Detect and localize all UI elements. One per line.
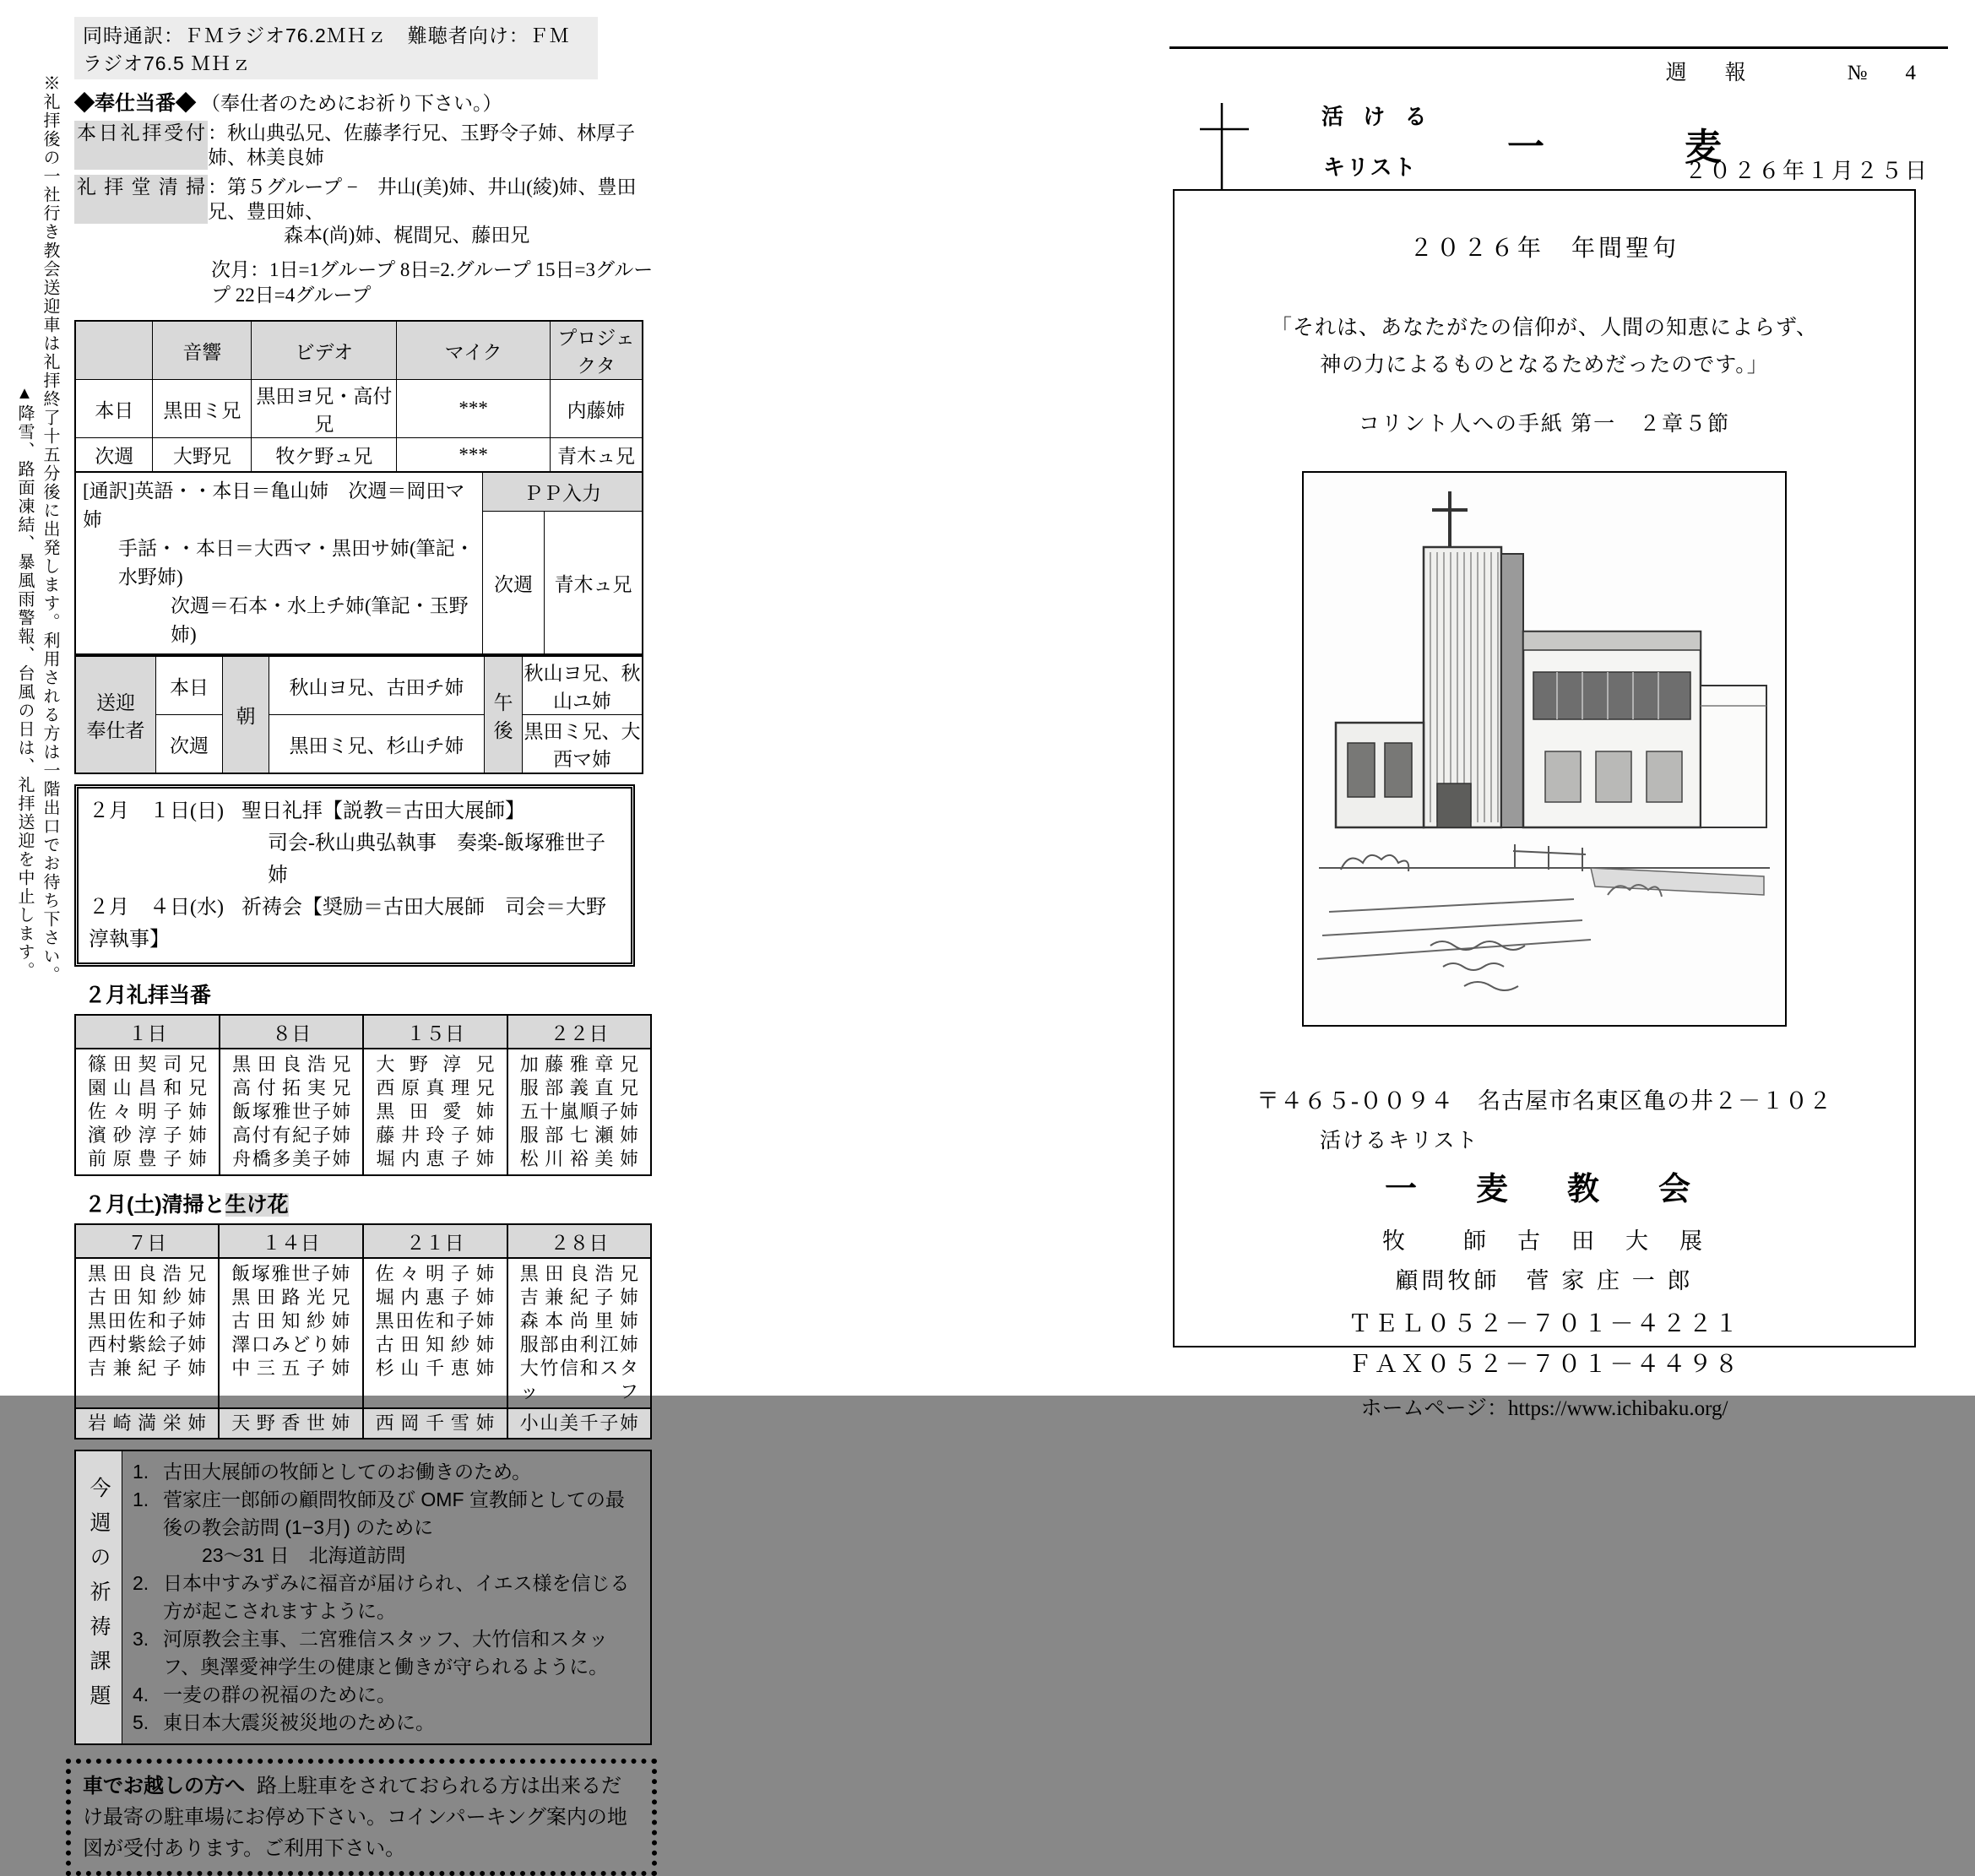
cleaning-name: 吉兼紀子姉 <box>88 1358 207 1379</box>
prayer-item-text: 日本中すみずみに福音が届けられ、イエス様を信じる方が起こされますように。 <box>163 1572 630 1622</box>
verse-line-1: 「それは、あなたがたの信仰が、人間の知恵によらず、 <box>1270 317 1818 339</box>
av-header-row <box>75 321 643 380</box>
prayer-item-text: 一麦の群の祝福のために。 <box>163 1684 396 1705</box>
table-row <box>75 380 643 438</box>
duty-heading-subtitle: （奉仕者のためにお祈り下さい。） <box>201 93 502 114</box>
main-frame <box>1173 189 1916 1420</box>
prayer-item-number: 3. <box>133 1628 149 1650</box>
duty-heading <box>74 86 659 116</box>
weekly-report-label: 週 報 <box>1665 62 1755 84</box>
left-page <box>74 17 659 1876</box>
duty-name: 服部義直兄 <box>519 1077 638 1098</box>
next-month-groups: 次月：1日=1グループ 8日=2.グループ 15日=3グループ 22日=4グループ <box>211 259 654 306</box>
av-today-audio: 黒田ミ兄 <box>153 380 252 438</box>
church-sketch <box>1302 471 1787 1027</box>
advisor-pastor-name: 顧問牧師 菅 家 庄 一 郎 <box>1395 1268 1694 1293</box>
verse-reference: コリント人への手紙 第一 ２章５節 <box>1358 413 1731 436</box>
flower-name: 西岡千雪姉 <box>375 1412 495 1434</box>
duty-col-day1 <box>75 1049 220 1175</box>
cleaning-header-day21: ２１日 <box>363 1224 507 1258</box>
av-nextweek-projector: 青木ュ兄 <box>550 438 643 473</box>
cleaning-name: 古田知紗姉 <box>231 1310 350 1331</box>
pp-input-header: ＰＰ入力 <box>483 473 642 512</box>
prayer-item-text: 23〜31 日 北海道訪問 <box>202 1544 406 1566</box>
cleaning-name: 佐々明子姉 <box>375 1263 495 1284</box>
masthead-word-kirisuto: キリスト <box>1323 155 1418 180</box>
february-duty-title: ２月礼拝当番 <box>84 984 212 1007</box>
cleaning-header-day14: １４日 <box>219 1224 362 1258</box>
transport-afternoon-label-1: 午 <box>493 691 513 713</box>
prayer-item-number: 1. <box>133 1488 149 1510</box>
annual-verse-heading: ２０２６年 年間聖句 <box>1408 236 1679 262</box>
church-sketch-drawing <box>1304 473 1785 1025</box>
pp-input-when: 次週 <box>483 512 545 653</box>
duty-header-day8: ８日 <box>220 1015 363 1049</box>
margin-note-shuttle: ※礼拝後の一社行き教会送迎車は礼拝終了十五分後に出発します。利用される方は一階出口でお待ち下さい。 <box>41 74 59 984</box>
cleaning-name: 黒田良浩兄 <box>88 1263 207 1284</box>
cleaning-title-text: ２月(土)清掃と <box>84 1193 225 1217</box>
cross-icon <box>1198 101 1261 195</box>
flower-name: 天野香世姉 <box>231 1412 350 1434</box>
prayer-item-number: 5. <box>133 1711 149 1733</box>
duty-col-day15 <box>363 1049 507 1175</box>
prayer-item <box>133 1486 640 1542</box>
church-denomination: 活けるキリスト <box>1320 1130 1479 1152</box>
cleaning-name: 飯塚雅世子姉 <box>231 1263 350 1284</box>
duty-name: 服部七瀬姉 <box>519 1125 638 1146</box>
cleaning-name: 中三五子姉 <box>231 1358 350 1379</box>
duty-name: 黒田愛姉 <box>376 1101 495 1122</box>
cleaning-name: 西村紫絵子姉 <box>88 1334 207 1355</box>
cleaning-name: 大竹信和スタッフ <box>519 1358 638 1402</box>
duty-name: 松川裕美姉 <box>519 1148 638 1169</box>
transport-nextweek-afternoon: 黒田ミ兄、大西マ姉 <box>523 715 643 774</box>
av-nextweek-mic: *** <box>397 438 551 473</box>
av-today-mic: *** <box>397 380 551 438</box>
duty-col-day22 <box>507 1049 651 1175</box>
prayer-item-text: 古田大展師の牧師としてのお働きのため。 <box>163 1461 532 1483</box>
av-today-projector: 内藤姉 <box>550 380 643 438</box>
cleaning-label: 礼拝堂清掃 <box>74 175 208 224</box>
cleaning-name: 黒田佐和子姉 <box>88 1310 207 1331</box>
duty-name: 黒田良浩兄 <box>232 1054 351 1075</box>
homepage-url: ホームページ：https://www.ichibaku.org/ <box>1360 1397 1728 1420</box>
table-row <box>75 438 643 473</box>
pp-input-row <box>483 512 642 653</box>
prayer-items <box>122 1451 650 1743</box>
table-row <box>75 715 643 774</box>
cleaning-col-day28 <box>507 1258 651 1408</box>
church-name: 一 麦 教 会 <box>1384 1172 1704 1207</box>
av-nextweek-video: 牧ケ野ュ兄 <box>252 438 397 473</box>
cleaning-name: 吉兼紀子姉 <box>519 1287 638 1308</box>
duty-name: 高付有紀子姉 <box>232 1125 351 1146</box>
flower-row <box>75 1408 651 1439</box>
prayer-item-number: 2. <box>133 1572 149 1594</box>
cleaning-header-day28: ２８日 <box>507 1224 651 1258</box>
transport-today-label: 本日 <box>156 656 223 715</box>
event-prayer-meeting <box>89 892 621 956</box>
cleaning-names-continued: 森本(尚)姉、梶間兄、藤田兄 <box>284 225 530 246</box>
duty-name: 飯塚雅世子姉 <box>232 1101 351 1122</box>
event-text: 祈祷会【奨励＝古田大展師 司会＝大野淳執事】 <box>89 897 606 951</box>
cleaning-row <box>74 175 659 224</box>
transport-label <box>75 656 156 773</box>
flower-name-day14 <box>219 1408 362 1439</box>
cleaning-name: 杉山千恵姉 <box>375 1358 495 1379</box>
duty-header-day22: ２２日 <box>507 1015 651 1049</box>
verse-line-2: 神の力によるものとなるためだったのです。」 <box>1320 354 1769 377</box>
cleaning-header-row <box>75 1224 651 1258</box>
events-box <box>74 784 635 967</box>
transport-nextweek-morning: 黒田ミ兄、杉山チ姉 <box>269 715 485 774</box>
transport-afternoon-label <box>485 656 523 773</box>
prayer-item-text: 菅家庄一郎師の顧問牧師及び OMF 宣教師としての最後の教会訪問 (1−3月) のために <box>163 1488 625 1538</box>
av-nextweek-label: 次週 <box>75 438 153 473</box>
transport-morning-label: 朝 <box>223 656 269 773</box>
transport-afternoon-label-2: 後 <box>493 718 513 741</box>
pastor-name: 牧 師 古 田 大 展 <box>1382 1228 1706 1254</box>
parking-notice <box>66 1759 657 1876</box>
cleaning-col-day21 <box>363 1258 507 1408</box>
duty-name: 佐々明子姉 <box>88 1101 208 1122</box>
duty-header-row <box>75 1015 651 1049</box>
cleaning-name: 服部由利江姉 <box>519 1334 638 1355</box>
cleaning-name: 森本尚里姉 <box>519 1310 638 1331</box>
prayer-item <box>171 1542 640 1570</box>
telephone-number: ＴＥＬ０５２－７０１－４２２１ <box>1348 1311 1741 1337</box>
masthead-title: 一 麦 <box>1507 127 1744 168</box>
duty-name: 加藤雅章兄 <box>519 1054 638 1075</box>
report-line <box>1169 56 1948 86</box>
prayer-item-text: 河原教会主事、二宮雅信スタッフ、大竹信和スタッフ、奥澤愛神学生の健康と働きが守られるように。 <box>163 1628 609 1678</box>
pp-input-name: 青木ュ兄 <box>554 573 632 595</box>
duty-name: 篠田契司兄 <box>88 1054 208 1075</box>
cleaning-name: 堀内惠子姉 <box>375 1287 495 1308</box>
av-today-video: 黒田ヨ兄・高付兄 <box>252 380 397 438</box>
issue-date: ２０２６年１月２５日 <box>1684 159 1929 183</box>
flower-name-day7 <box>75 1408 219 1439</box>
right-page <box>1169 34 1948 1420</box>
parking-text: 路上駐車をされておられる方は出来るだけ最寄の駐車場にお停め下さい。コインパーキング案内の地図が受付あります。ご利用下さい。 <box>83 1775 627 1860</box>
reception-label: 本日礼拝受付 <box>74 121 208 170</box>
prayer-item <box>133 1625 640 1681</box>
event-sunday-detail: 司会-秋山典弘執事 奏楽-飯塚雅世子姉 <box>268 832 605 886</box>
prayer-item <box>133 1709 640 1737</box>
cleaning-header-day7: ７日 <box>75 1224 219 1258</box>
flower-name: 岩崎満栄姉 <box>88 1412 207 1434</box>
february-cleaning-table <box>74 1223 652 1440</box>
cleaning-name: 澤口みどり姉 <box>231 1334 350 1355</box>
duty-col-day8 <box>220 1049 363 1175</box>
interpretation-lines <box>76 473 482 653</box>
duty-name: 園山昌和兄 <box>88 1077 208 1098</box>
reception-names: ：秋山典弘兄、佐藤孝行兄、玉野令子姉、林厚子姉、林美良姉 <box>208 122 635 168</box>
duty-name: 堀内恵子姉 <box>376 1148 495 1169</box>
reception-row <box>74 121 659 170</box>
prayer-item <box>133 1681 640 1709</box>
av-header-mic: マイク <box>397 321 551 380</box>
av-nextweek-audio: 大野兄 <box>153 438 252 473</box>
prayer-label: 今週の祈祷課題 <box>76 1451 122 1743</box>
duty-name: 五十嵐順子姉 <box>519 1101 638 1122</box>
event-text: 聖日礼拝【説教＝古田大展師】 <box>241 800 525 822</box>
issue-number: № 4 <box>1847 62 1924 84</box>
event-date: ２月 ４日(水) <box>89 897 224 919</box>
interpretation-line-english: [通訳]英語・・本日＝亀山姉 次週＝岡田マ姉 <box>83 480 465 530</box>
flower-name-day28 <box>507 1408 651 1439</box>
february-duty-table <box>74 1014 652 1176</box>
fax-number: ＦＡＸ０５２－７０１－４４９８ <box>1348 1352 1741 1378</box>
duty-header-day1: １日 <box>75 1015 220 1049</box>
cleaning-col-day7 <box>75 1258 219 1408</box>
av-header-empty <box>75 321 153 380</box>
cleaning-name: 黒田路光兄 <box>231 1287 350 1308</box>
margin-note-weather: ▲降雪、路面凍結、暴風雨警報、台風の日は、礼拝送迎を中止します。 <box>15 384 34 980</box>
table-row <box>75 1258 651 1408</box>
february-cleaning-title <box>84 1188 659 1218</box>
transport-label-line1: 送迎 <box>96 691 135 713</box>
flower-name: 小山美千子姉 <box>519 1412 638 1434</box>
transport-today-morning: 秋山ヨ兄、古田チ姉 <box>269 656 485 715</box>
cleaning-name: 黒田佐和子姉 <box>375 1310 495 1331</box>
masthead-rule <box>1169 46 1948 49</box>
cleaning-title-flower: 生け花 <box>225 1193 289 1217</box>
interpretation-line-sign-next: 次週＝石本・水上チ姉(筆記・玉野姉) <box>171 595 469 645</box>
cleaning-names: ：第５グループ − 井山(美)姉、井山(綾)姉、豊田兄、豊田姉、 <box>208 176 637 222</box>
duty-heading-title: ◆奉仕当番◆ <box>74 92 196 115</box>
cleaning-col-day14 <box>219 1258 362 1408</box>
pp-input-box <box>482 473 642 653</box>
duty-name: 藤井玲子姉 <box>376 1125 495 1146</box>
duty-name: 前原豊子姉 <box>88 1148 208 1169</box>
prayer-item-text: 東日本大震災被災地のために。 <box>163 1711 435 1733</box>
postal-address: 〒４６５-００９４ 名古屋市名東区亀の井２－１０２ <box>1256 1088 1832 1114</box>
av-duty-table <box>74 320 643 473</box>
transport-label-line2: 奉仕者 <box>86 718 145 741</box>
duty-header-day15: １５日 <box>363 1015 507 1049</box>
cleaning-name: 古田知紗姉 <box>375 1334 495 1355</box>
prayer-item <box>133 1570 640 1625</box>
av-header-projector: プロジェクタ <box>550 321 643 380</box>
transport-today-afternoon: 秋山ヨ兄、秋山ユ姉 <box>523 656 643 715</box>
duty-name: 濱砂淳子姉 <box>88 1125 208 1146</box>
masthead <box>1169 86 1948 183</box>
interpretation-block <box>74 473 643 655</box>
fm-radio-banner: 同時通訳：ＦＭラジオ76.2ＭＨｚ 難聴者向け：ＦＭラジオ76.5 ＭＨｚ <box>74 17 598 79</box>
masthead-word-ikeru: 活 け る <box>1321 104 1434 129</box>
transport-table <box>74 655 643 774</box>
transport-nextweek-label: 次週 <box>156 715 223 774</box>
event-date: ２月 １日(日) <box>89 800 224 822</box>
table-row <box>75 656 643 715</box>
duty-name: 大野淳兄 <box>376 1054 495 1075</box>
flower-name-day21 <box>363 1408 507 1439</box>
prayer-item-number: 4. <box>133 1684 149 1705</box>
av-header-audio: 音響 <box>153 321 252 380</box>
cleaning-name: 古田知紗姉 <box>88 1287 207 1308</box>
duty-name: 高付拓実兄 <box>232 1077 351 1098</box>
duty-name: 西原真理兄 <box>376 1077 495 1098</box>
parking-label: 車でお越しの方へ <box>83 1775 245 1797</box>
prayer-item-number: 1. <box>133 1461 149 1483</box>
event-sunday-service <box>89 795 621 827</box>
table-row <box>75 1049 651 1175</box>
prayer-box <box>74 1450 652 1745</box>
interpretation-line-sign: 手話・・本日＝大西マ・黒田サ姉(筆記・水野姉) <box>118 538 475 588</box>
av-header-video: ビデオ <box>252 321 397 380</box>
prayer-item <box>133 1458 640 1486</box>
duty-name: 舟橋多美子姉 <box>232 1148 351 1169</box>
cleaning-name: 黒田良浩兄 <box>519 1263 638 1284</box>
prayer-item-number <box>171 1542 202 1570</box>
av-today-label: 本日 <box>75 380 153 438</box>
